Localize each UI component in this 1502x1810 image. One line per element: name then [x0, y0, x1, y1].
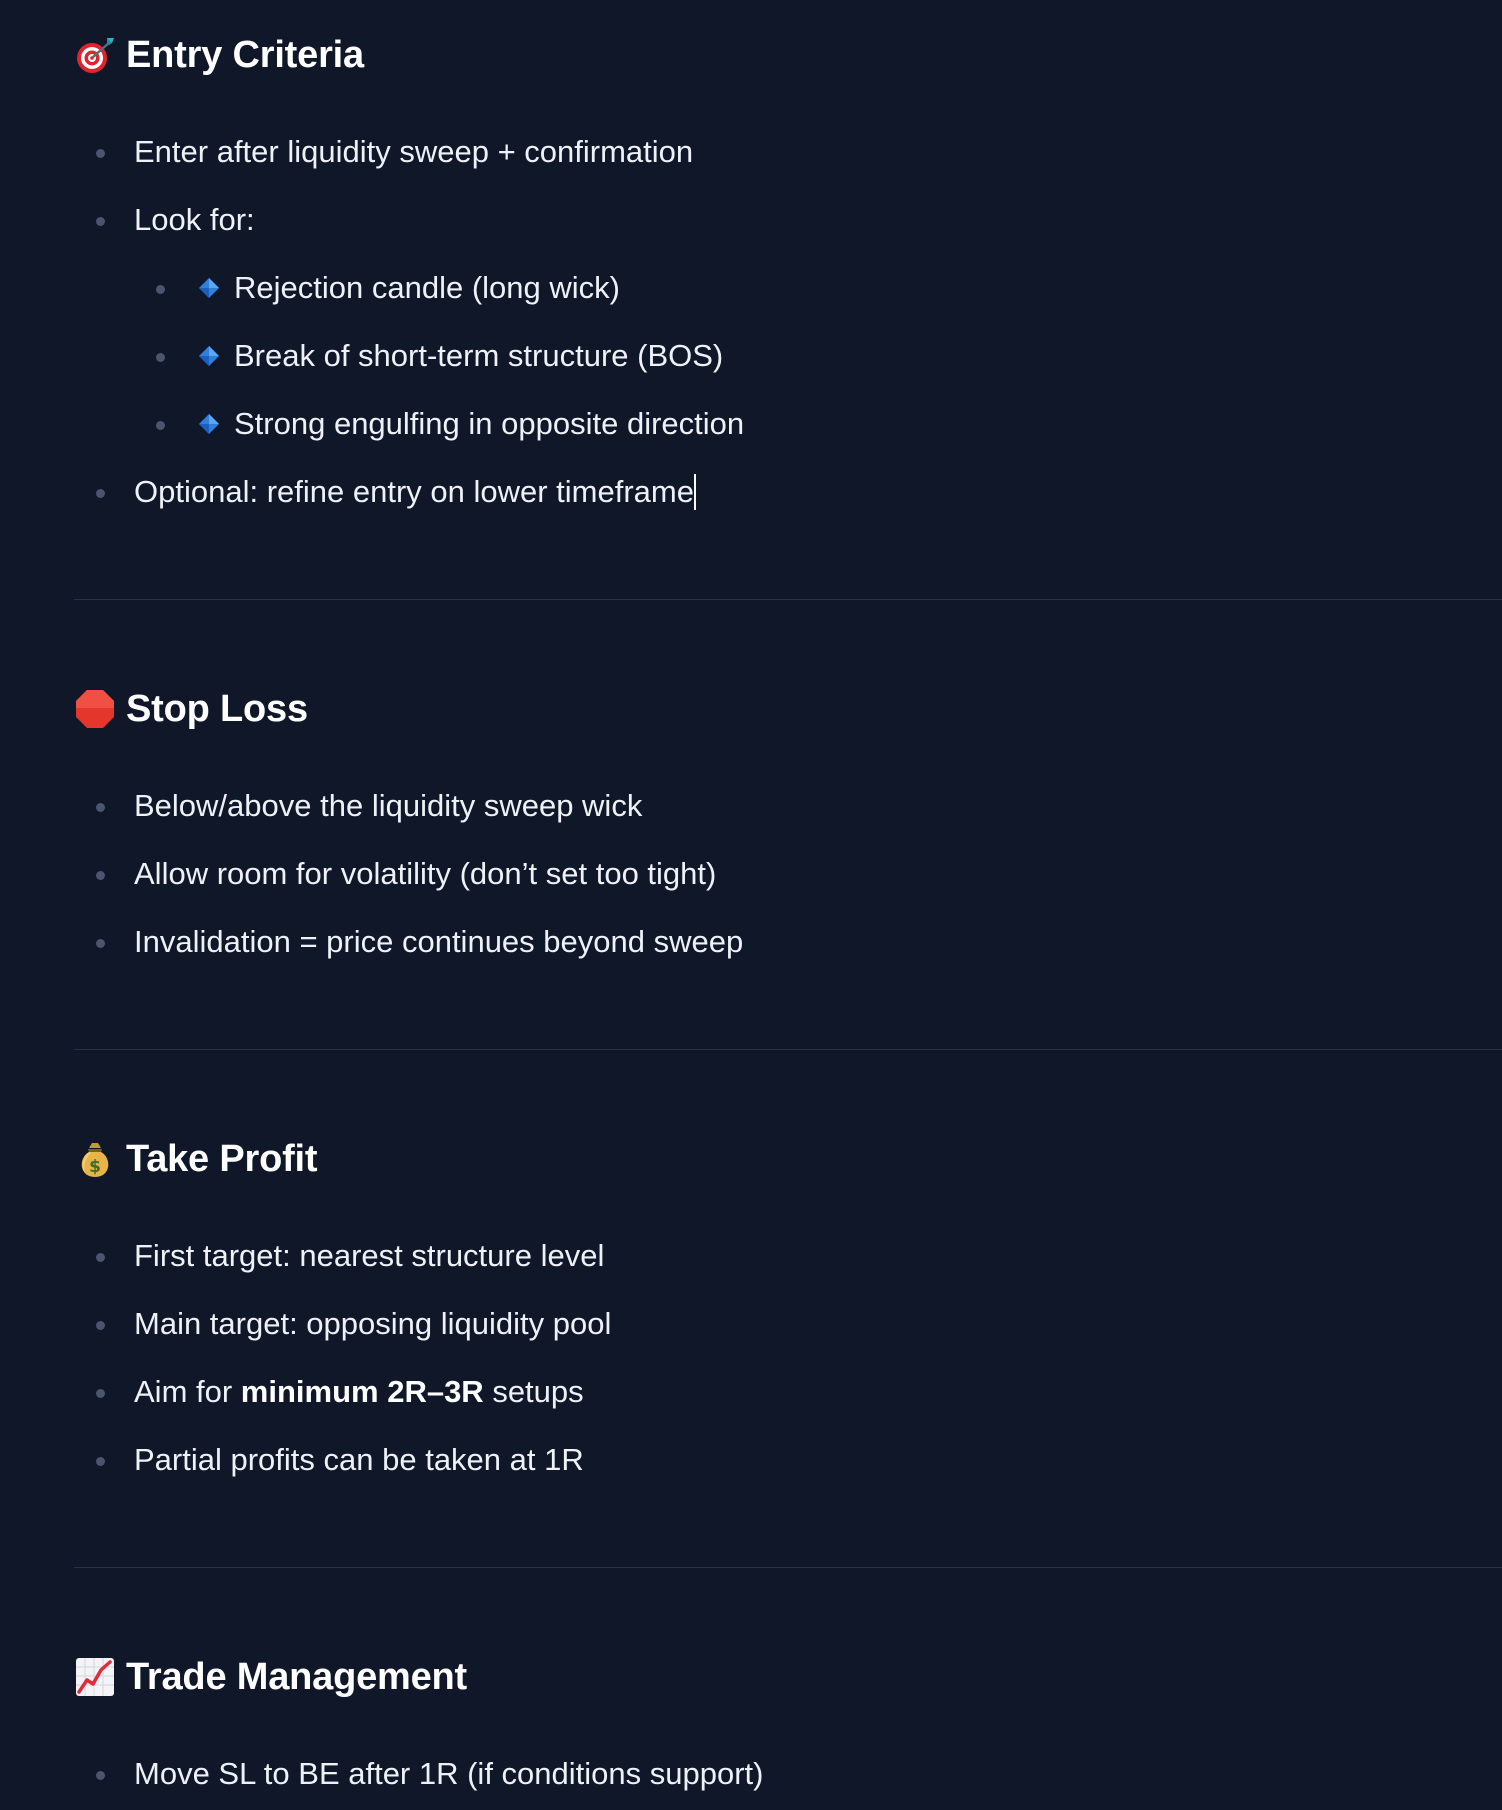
- list-item[interactable]: [74, 908, 1502, 976]
- section-heading: [74, 30, 364, 80]
- list-item[interactable]: [74, 118, 1502, 186]
- list-item[interactable]: [74, 1426, 1502, 1494]
- list-item-text: Rejection candle (long wick): [234, 270, 620, 305]
- list-item-text: Strong engulfing in opposite direction: [234, 406, 745, 441]
- list-item[interactable]: [74, 458, 1502, 526]
- bullet-dot: [96, 939, 105, 948]
- svg-text:$: $: [89, 1157, 101, 1177]
- stop-sign-icon: [74, 688, 116, 730]
- bullet-dot: [96, 149, 105, 158]
- bullet-dot: [96, 1321, 105, 1330]
- money-bag-icon: [74, 1138, 116, 1180]
- blue-diamond-icon: [199, 278, 219, 298]
- section-title: Take Profit: [126, 1137, 318, 1180]
- divider: [74, 599, 1502, 600]
- list-item-text-before: Aim for: [134, 1374, 241, 1409]
- list-item-text-after: setups: [483, 1374, 584, 1409]
- list-item-text: Partial profits can be taken at 1R: [134, 1442, 584, 1477]
- list-item-text: Allow room for volatility (don’t set too tight): [134, 856, 717, 891]
- list-item-text: Look for:: [134, 202, 255, 237]
- bullet-dot: [96, 217, 105, 226]
- section-title: Entry Criteria: [126, 33, 364, 76]
- list-item-text: Move SL to BE after 1R (if conditions support): [134, 1756, 764, 1791]
- list-item-nested[interactable]: [74, 254, 1502, 322]
- list-item[interactable]: [74, 1358, 1502, 1426]
- bullet-dot: [156, 353, 165, 362]
- list-item-nested[interactable]: [74, 390, 1502, 458]
- list-item-text: Main target: opposing liquidity pool: [134, 1306, 612, 1341]
- blue-diamond-icon: [199, 346, 219, 366]
- bullet-list: [74, 1740, 1502, 1808]
- text-cursor: [694, 474, 696, 510]
- bullet-dot: [96, 1457, 105, 1466]
- bullet-list: [74, 772, 1502, 976]
- list-item-text: Invalidation = price continues beyond sweep: [134, 924, 744, 959]
- blue-diamond-icon: [199, 414, 219, 434]
- list-item[interactable]: [74, 186, 1502, 254]
- section-heading: [74, 1134, 317, 1184]
- list-item-text: Below/above the liquidity sweep wick: [134, 788, 643, 823]
- list-item-text: Break of short-term structure (BOS): [234, 338, 724, 373]
- list-item-text: First target: nearest structure level: [134, 1238, 605, 1273]
- chart-increasing-icon: [74, 1656, 116, 1698]
- divider: [74, 1567, 1502, 1568]
- list-item-text: Optional: refine entry on lower timeframe: [134, 474, 694, 509]
- target-dart-icon: [74, 34, 116, 76]
- section-title: Trade Management: [126, 1655, 468, 1698]
- bullet-dot: [96, 489, 105, 498]
- list-item-text: Enter after liquidity sweep + confirmation: [134, 134, 694, 169]
- divider: [74, 1049, 1502, 1050]
- section-heading: [74, 1652, 467, 1702]
- bullet-dot: [156, 285, 165, 294]
- list-item-nested[interactable]: [74, 322, 1502, 390]
- bullet-list: [74, 118, 1502, 526]
- list-item-bold-text: minimum 2R–3R: [240, 1374, 484, 1409]
- bullet-dot: [96, 1389, 105, 1398]
- bullet-list: [74, 1222, 1502, 1494]
- section-title: Stop Loss: [126, 687, 308, 730]
- bullet-dot: [96, 1771, 105, 1780]
- bullet-dot: [156, 421, 165, 430]
- bullet-dot: [96, 871, 105, 880]
- list-item[interactable]: [74, 840, 1502, 908]
- list-item[interactable]: [74, 772, 1502, 840]
- bullet-dot: [96, 803, 105, 812]
- list-item[interactable]: [74, 1290, 1502, 1358]
- list-item[interactable]: [74, 1222, 1502, 1290]
- bullet-dot: [96, 1253, 105, 1262]
- section-heading: [74, 684, 308, 734]
- list-item[interactable]: [74, 1740, 1502, 1808]
